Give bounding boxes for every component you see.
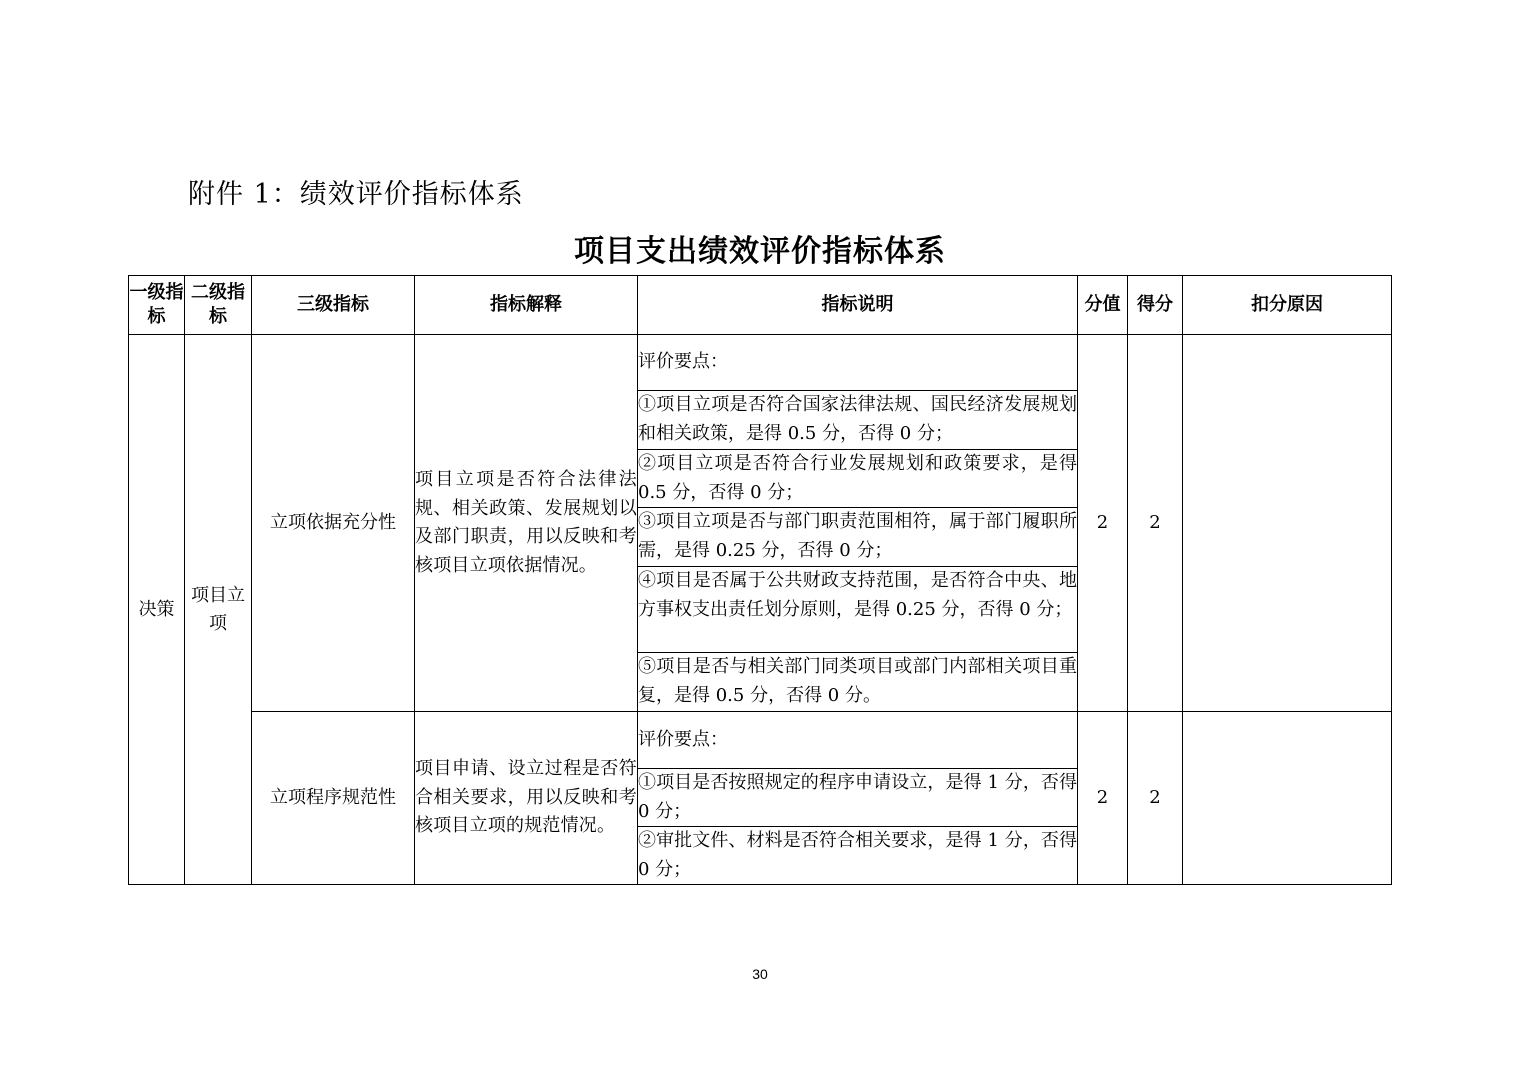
header-level1: 一级指标	[129, 276, 185, 335]
deduction-cell	[1183, 335, 1392, 712]
page-number: 30	[752, 966, 768, 982]
score-cell: 2	[1078, 712, 1128, 885]
header-level2: 二级指标	[185, 276, 252, 335]
point-cell: ②项目立项是否符合行业发展规划和政策要求，是得 0.5 分，否得 0 分；	[638, 450, 1078, 508]
header-obtained: 得分	[1128, 276, 1183, 335]
header-description: 指标说明	[638, 276, 1078, 335]
explanation-cell: 项目立项是否符合法律法规、相关政策、发展规划以及部门职责，用以反映和考核项目立项依据情况。	[415, 335, 638, 712]
point-cell: ①项目立项是否符合国家法律法规、国民经济发展规划和相关政策，是得 0.5 分，否得 0 分；	[638, 391, 1078, 450]
level3-cell: 立项程序规范性	[252, 712, 415, 885]
level3-cell: 立项依据充分性	[252, 335, 415, 712]
score-cell: 2	[1078, 335, 1128, 712]
point-cell: 评价要点：	[638, 335, 1078, 391]
header-row	[129, 276, 1392, 335]
document-title: 项目支出绩效评价指标体系	[574, 234, 946, 269]
deduction-cell	[1183, 712, 1392, 885]
header-level3: 三级指标	[252, 276, 415, 335]
header-explanation: 指标解释	[415, 276, 638, 335]
header-deduction: 扣分原因	[1183, 276, 1392, 335]
point-cell: ④项目是否属于公共财政支持范围，是否符合中央、地方事权支出责任划分原则，是得 0.25 分，否得 0 分；	[638, 567, 1078, 653]
header-score: 分值	[1078, 276, 1128, 335]
point-cell: 评价要点：	[638, 712, 1078, 769]
obtained-cell: 2	[1128, 335, 1183, 712]
explanation-cell: 项目申请、设立过程是否符合相关要求，用以反映和考核项目立项的规范情况。	[415, 712, 638, 885]
level2-cell: 项目立项	[185, 335, 252, 885]
point-cell: ②审批文件、材料是否符合相关要求，是得 1 分，否得 0 分；	[638, 827, 1078, 885]
table-row	[129, 335, 1392, 391]
level1-cell: 决策	[129, 335, 185, 885]
point-cell: ③项目立项是否与部门职责范围相符，属于部门履职所需，是得 0.25 分，否得 0 分；	[638, 508, 1078, 567]
obtained-cell: 2	[1128, 712, 1183, 885]
point-cell: ①项目是否按照规定的程序申请设立，是得 1 分，否得 0 分；	[638, 769, 1078, 827]
table-row	[129, 712, 1392, 769]
point-cell: ⑤项目是否与相关部门同类项目或部门内部相关项目重复，是得 0.5 分，否得 0 分。	[638, 653, 1078, 712]
indicator-table	[128, 275, 1392, 885]
attachment-label: 附件 1：绩效评价指标体系	[188, 179, 524, 210]
